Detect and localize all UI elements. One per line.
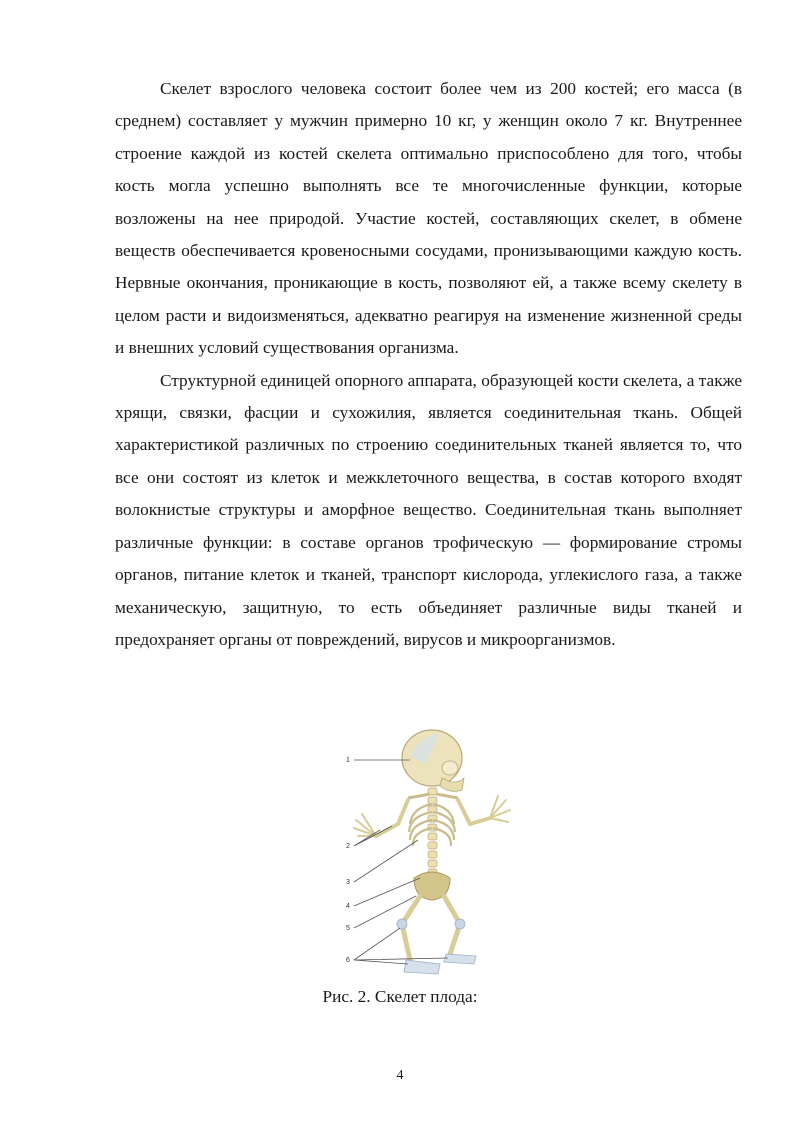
left-foot bbox=[404, 960, 440, 974]
figure-label-6: 6 bbox=[346, 957, 350, 964]
figure-labels bbox=[346, 757, 350, 964]
jaw bbox=[440, 778, 464, 791]
figure-caption: Рис. 2. Скелет плода: bbox=[322, 987, 478, 1006]
legs bbox=[402, 896, 460, 960]
knee-cartilage bbox=[455, 919, 465, 929]
figure-label-4: 4 bbox=[346, 903, 350, 910]
figure-label-5: 5 bbox=[346, 925, 350, 932]
page-number: 4 bbox=[396, 1068, 404, 1083]
paragraph-1: Скелет взрослого человека состоит более чем из 200 костей; его масса (в среднем) составляет у мужчин примерно 10 кг, у женщин около 7 кг. Внутреннее строение каждой из костей скелета оптимально приспособлено для того, чтобы кость могла успешно выполнять все те многочисленные функции, которые возложены на нее природой. Участие костей, составляющих скелет, в обмене веществ обеспечивается кровеносными сосудами, пронизывающими каждую кость. Нервные окончания, проникающие в кость, позволяют ей, а также всему скелету в целом расти и видоизменяться, адекватно реагируя на изменение жизненной среды и внешних условий существования организма. bbox=[115, 79, 742, 358]
orbit bbox=[442, 761, 458, 775]
spine bbox=[428, 788, 437, 876]
figure-label-2: 2 bbox=[346, 843, 350, 850]
paragraph-2: Структурной единицей опорного аппарата, образующей кости скелета, а также хрящи, связки, фасции и сухожилия, является соединительная ткань. Общей характеристикой различных по строению соединительных тканей является то, что все они состоят из клеток и межклеточного вещества, в состав которого входят волокнистые структуры и аморфное вещество. Соединительная ткань выполняет различные функции: в составе органов трофическую — формирование стромы органов, питание клеток и тканей, транспорт кислорода, углекислого газа, а также механическую, защитную, то есть объединяет различные виды тканей и предохраняет органы от повреждений, вирусов и микроорганизмов. bbox=[115, 370, 742, 649]
figure-label-3: 3 bbox=[346, 879, 350, 886]
figure-label-1: 1 bbox=[346, 757, 350, 764]
fetal-skeleton-figure bbox=[340, 728, 520, 980]
fetal-skeleton-illustration bbox=[340, 728, 520, 980]
right-foot bbox=[444, 954, 476, 964]
knee-cartilage bbox=[397, 919, 407, 929]
page-body bbox=[115, 73, 742, 656]
